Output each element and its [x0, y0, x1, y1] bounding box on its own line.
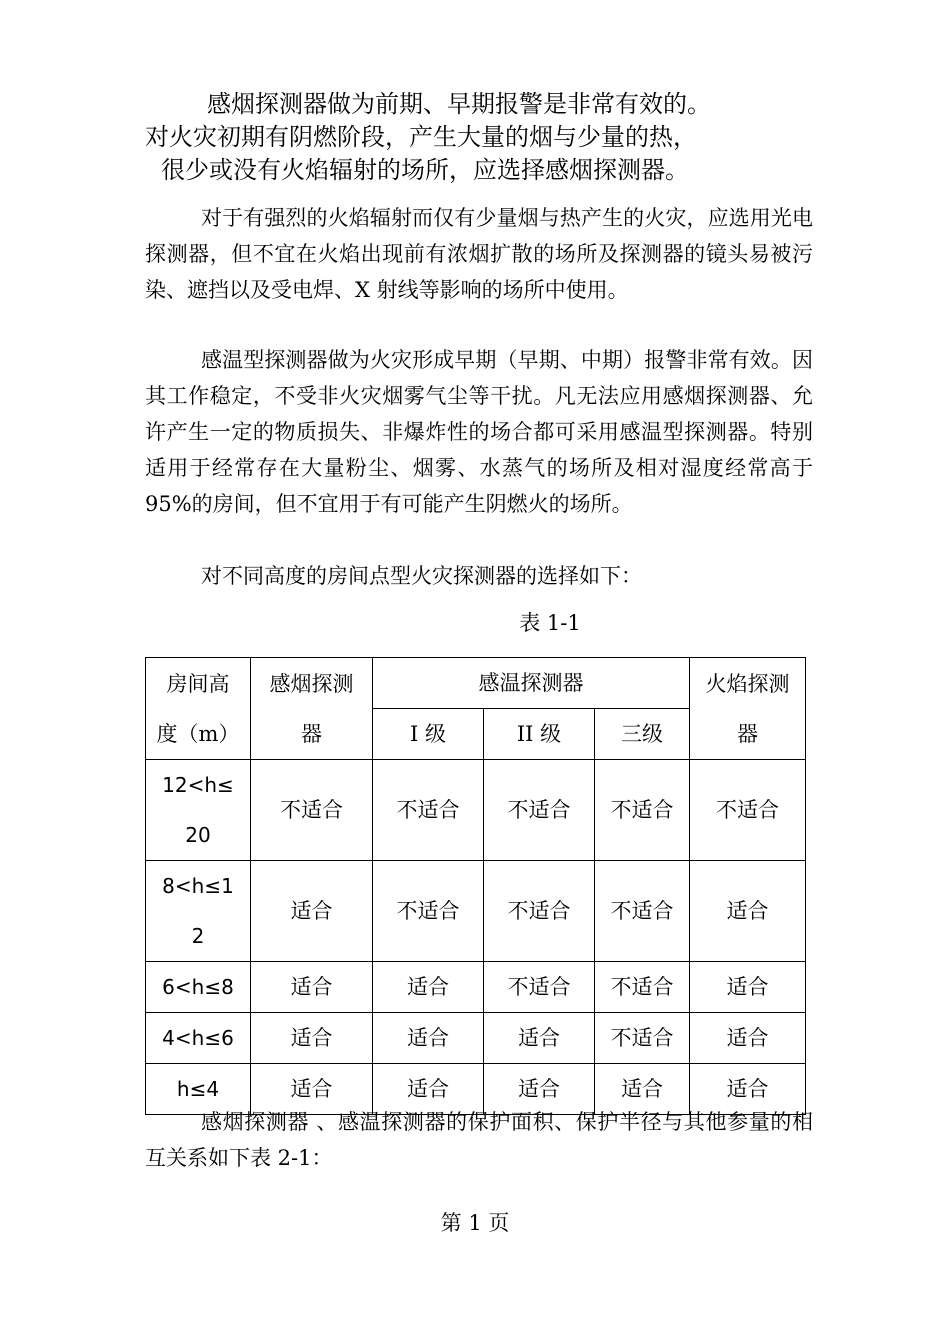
cell-heat-2: 不适合: [484, 861, 595, 962]
cell-flame: 适合: [690, 1064, 806, 1115]
header-heat-level-2: II 级: [484, 709, 595, 760]
lead-line-2: 对火灾初期有阴燃阶段，产生大量的烟与少量的热，: [145, 123, 697, 151]
cell-flame: 适合: [690, 962, 806, 1013]
cell-smoke: 适合: [251, 962, 373, 1013]
table-caption: 表 1-1: [519, 611, 581, 635]
cell-heat-1: 适合: [373, 962, 484, 1013]
table-row: [146, 760, 806, 861]
cell-heat-3: 不适合: [595, 1013, 690, 1064]
cell-smoke: 适合: [251, 1013, 373, 1064]
header-heat-level-3: 三级: [595, 709, 690, 760]
cell-height: 8<h≤1 2: [146, 861, 251, 962]
cell-height: 12<h≤ 20: [146, 760, 251, 861]
cell-heat-1: 不适合: [373, 861, 484, 962]
cell-heat-3: 不适合: [595, 962, 690, 1013]
paragraph-protection-area: 感烟探测器 、感温探测器的保护面积、保护半径与其他参量的相互关系如下表 2-1：: [145, 1110, 813, 1170]
cell-flame: 适合: [690, 1013, 806, 1064]
cell-heat-2: 不适合: [484, 962, 595, 1013]
lead-line-3: 很少或没有火焰辐射的场所，应选择感烟探测器。: [161, 156, 689, 184]
cell-smoke: 适合: [251, 1064, 373, 1115]
cell-heat-3: 不适合: [595, 861, 690, 962]
cell-height: 6<h≤8: [146, 962, 251, 1013]
table-row: [146, 962, 806, 1013]
cell-heat-3: 适合: [595, 1064, 690, 1115]
header-flame-detector: 火焰探测 器: [690, 658, 806, 760]
paragraph-flame-detector: 对于有强烈的火焰辐射而仅有少量烟与热产生的火灾，应选用光电探测器，但不宜在火焰出现前有浓烟扩散的场所及探测器的镜头易被污染、遮挡以及受电焊、X 射线等影响的场所中使用。: [145, 206, 813, 302]
cell-heat-1: 适合: [373, 1013, 484, 1064]
detector-selection-table: [145, 657, 806, 1115]
cell-heat-2: 适合: [484, 1064, 595, 1115]
cell-heat-1: 适合: [373, 1064, 484, 1115]
table-row: [146, 861, 806, 962]
cell-heat-3: 不适合: [595, 760, 690, 861]
cell-smoke: 不适合: [251, 760, 373, 861]
table-header-row: [146, 658, 806, 709]
lead-line-1: 感烟探测器做为前期、早期报警是非常有效的。: [207, 90, 711, 118]
header-heat-level-1: I 级: [373, 709, 484, 760]
paragraph-heat-detector: 感温型探测器做为火灾形成早期（早期、中期）报警非常有效。因其工作稳定，不受非火灾烟雾气尘等干扰。凡无法应用感烟探测器、允许产生一定的物质损失、非爆炸性的场合都可采用感温型探测器。特别适用于经常存在大量粉尘、烟雾、水蒸气的场所及相对湿度经常高于 95%的房间，但不宜用于有可能产生阴燃火的场所。: [145, 348, 813, 516]
cell-heat-2: 适合: [484, 1013, 595, 1064]
header-heat-detector: 感温探测器: [373, 658, 690, 709]
header-smoke-detector: 感烟探测 器: [251, 658, 373, 760]
paragraph-selection-intro: 对不同高度的房间点型火灾探测器的选择如下：: [201, 564, 642, 588]
cell-smoke: 适合: [251, 861, 373, 962]
cell-height: 4<h≤6: [146, 1013, 251, 1064]
cell-flame: 不适合: [690, 760, 806, 861]
cell-height: h≤4: [146, 1064, 251, 1115]
cell-heat-1: 不适合: [373, 760, 484, 861]
lead-paragraph: [145, 88, 825, 187]
table-row: [146, 1013, 806, 1064]
cell-flame: 适合: [690, 861, 806, 962]
page-number: 第 1 页: [440, 1211, 510, 1235]
cell-heat-2: 不适合: [484, 760, 595, 861]
header-room-height: 房间高 度（m）: [146, 658, 251, 760]
